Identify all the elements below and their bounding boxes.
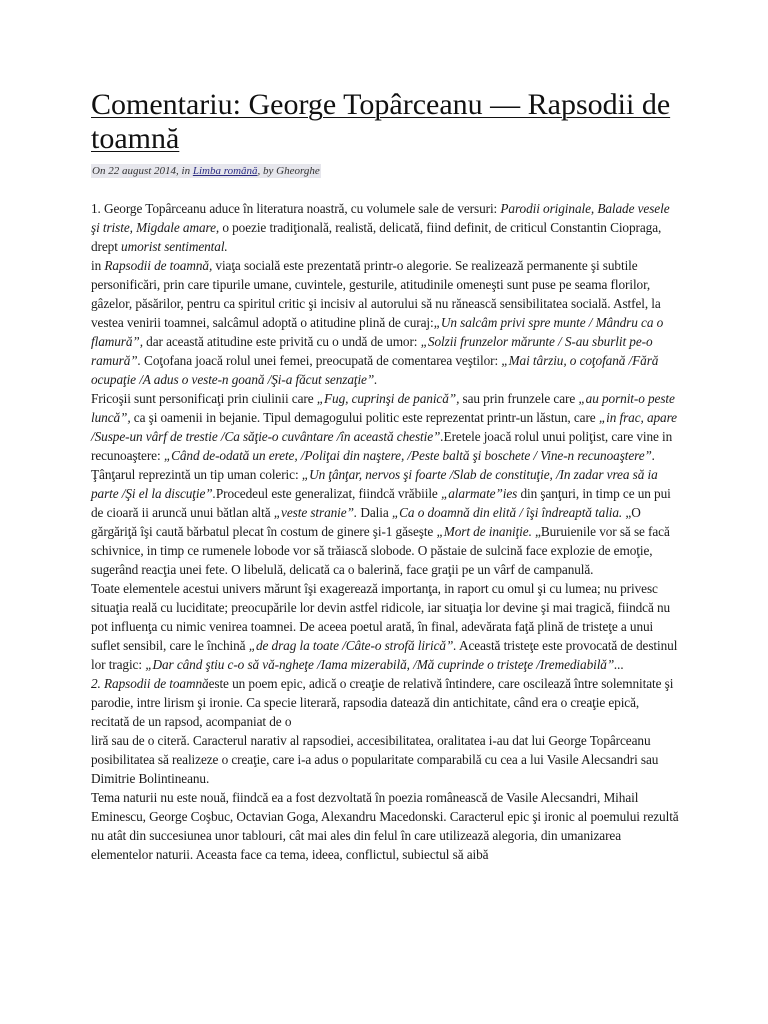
paragraph-3: Fricoşii sunt personificaţi prin ciulinii care „Fug, cuprinşi de panică”, sau prin frunzele care „au pornit-o peste luncă”, ca şi oamenii in bejanie. Tipul demagogului politic este reprezentat printr-un lăstun, care „in frac, apare /Suspe-un vârf de trestie /Ca săţie-o cuvântare /în această chestie”.Eretele joacă rolul unui poliţist, care vine in recunoaştere: „Când de-odată un erete, /Poliţai din naştere, /Peste baltă şi boschete / Vine-n recunoaştere”. Ţânţarul reprezintă un tip uman coleric: „Un ţânţar, nervos şi foarte /Slab de constituţie, /In zadar vrea să ia parte /Şi el la discuţie”.Procedeul este generalizat, fiindcă vrăbiile „alarmate”ies din şanţuri, in timp ce un pui de cioară ii aruncă unui bătlan altă „veste stranie”. Dalia „Ca o doamnă din elită / îşi îndreaptă talia. „O gărgăriţă îşi caută bărbatul plecat în costum de ginere şi-1 găseşte „Mort de inaniţie. „Buruienile vor să se facă schivnice, in timp ce rumenele lobode vor să trăiască slobode. O păstaie de sulcină face explozie de emoţie, sugerând reacţia unei fete. O libelulă, delicată ca o balerină, face graţii pe un vârf de campanulă.: [91, 391, 677, 577]
post-meta: [91, 164, 321, 178]
paragraph-1: 1. George Topârceanu aduce în literatura noastră, cu volumele sale de versuri: Parodii originale, Balade vesele şi triste, Migdale amare, o poezie tradiţională, realistă, delicată, fiind definit, de criticul Constantin Ciopraga, drept umorist sentimental.: [91, 201, 670, 254]
paragraph-5: 2. Rapsodii de toamnăeste un poem epic, adică o creaţie de relativă întindere, care oscilează între solemnitate şi parodie, intre lirism şi ironie. Ca specie literară, rapsodia datează din antichitate, când era o creaţie epică, recitată de un rapsod, acompaniat de o: [91, 676, 674, 729]
page-title: Comentariu: George Topârceanu — Rapsodii de toamnă: [91, 88, 671, 155]
category-link[interactable]: Limba română: [192, 165, 258, 177]
paragraph-7: Tema naturii nu este nouă, fiindcă ea a fost dezvoltată în poezia românească de Vasile Alecsandri, Mihail Eminescu, George Coşbuc, Octavian Goga, Alexandru Macedonski. Caracterul epic şi ironic al poemului rezultă nu atât din succesiunea unor tablouri, cât mai ales din felul în care utilizează alegoria, din umanizarea elementelor naturii. Aceasta face ca tema, ideea, conflictul, subiectul să aibă: [91, 790, 679, 862]
post-date: On 22 august 2014, in: [92, 165, 193, 177]
paragraph-6: liră sau de o citeră. Caracterul narativ al rapsodiei, accesibilitatea, oralitatea i-au dat lui George Topârceanu posibilitatea să realizeze o creaţie, care i-a adus o popularitate comparabilă cu cea a lui Vasile Alecsandri sau Dimitrie Bolintineanu.: [91, 733, 659, 786]
post-author: , by Gheorghe: [257, 165, 320, 177]
article-body: [91, 199, 680, 864]
paragraph-4: Toate elementele acestui univers mărunt îşi exagerează importanţa, in raport cu omul şi cu lumea; nu privesc situaţia reală cu luciditate; preocupările lor devin astfel ridicole, iar situaţia lor devine şi mai tragică, fiindcă nu pot influenţa cu nimic venirea toamnei. De aceea poetul arată, în final, adevărata faţă plină de tristeţe a unui suflet sensibil, care le închină „de drag la toate /Câte-o strofă lirică”. Această tristeţe este provocată de destinul lor tragic: „Dar când ştiu c-o să vă-ngheţe /Iama mizerabilă, /Mă cuprinde o tristeţe /Iremediabilă”...: [91, 581, 678, 672]
paragraph-2: in Rapsodii de toamnă, viaţa socială este prezentată printr-o alegorie. Se realizează permanente şi subtile personificări, prin care tipurile umane, cuvintele, gesturile, atitudinile omeneşti sunt puse pe seama florilor, gâzelor, păsărilor, pentru ca spiritul critic şi incisiv al autorului să nu rănească sensibilitatea socială. Astfel, la vestea venirii toamnei, salcâmul adoptă o atitudine plină de curaj:„Un salcâm privi spre munte / Mândru ca o flamură”, dar această atitudine este privită cu o undă de umor: „Solzii frunzelor mărunte / S-au sburlit pe-o ramură”. Coţofana joacă rolul unei femei, preocupată de comentarea veştilor: „Mai târziu, o coţofană /Fără ocupaţie /A adus o veste-n goană /Şi-a făcut senzaţie”.: [91, 258, 664, 387]
